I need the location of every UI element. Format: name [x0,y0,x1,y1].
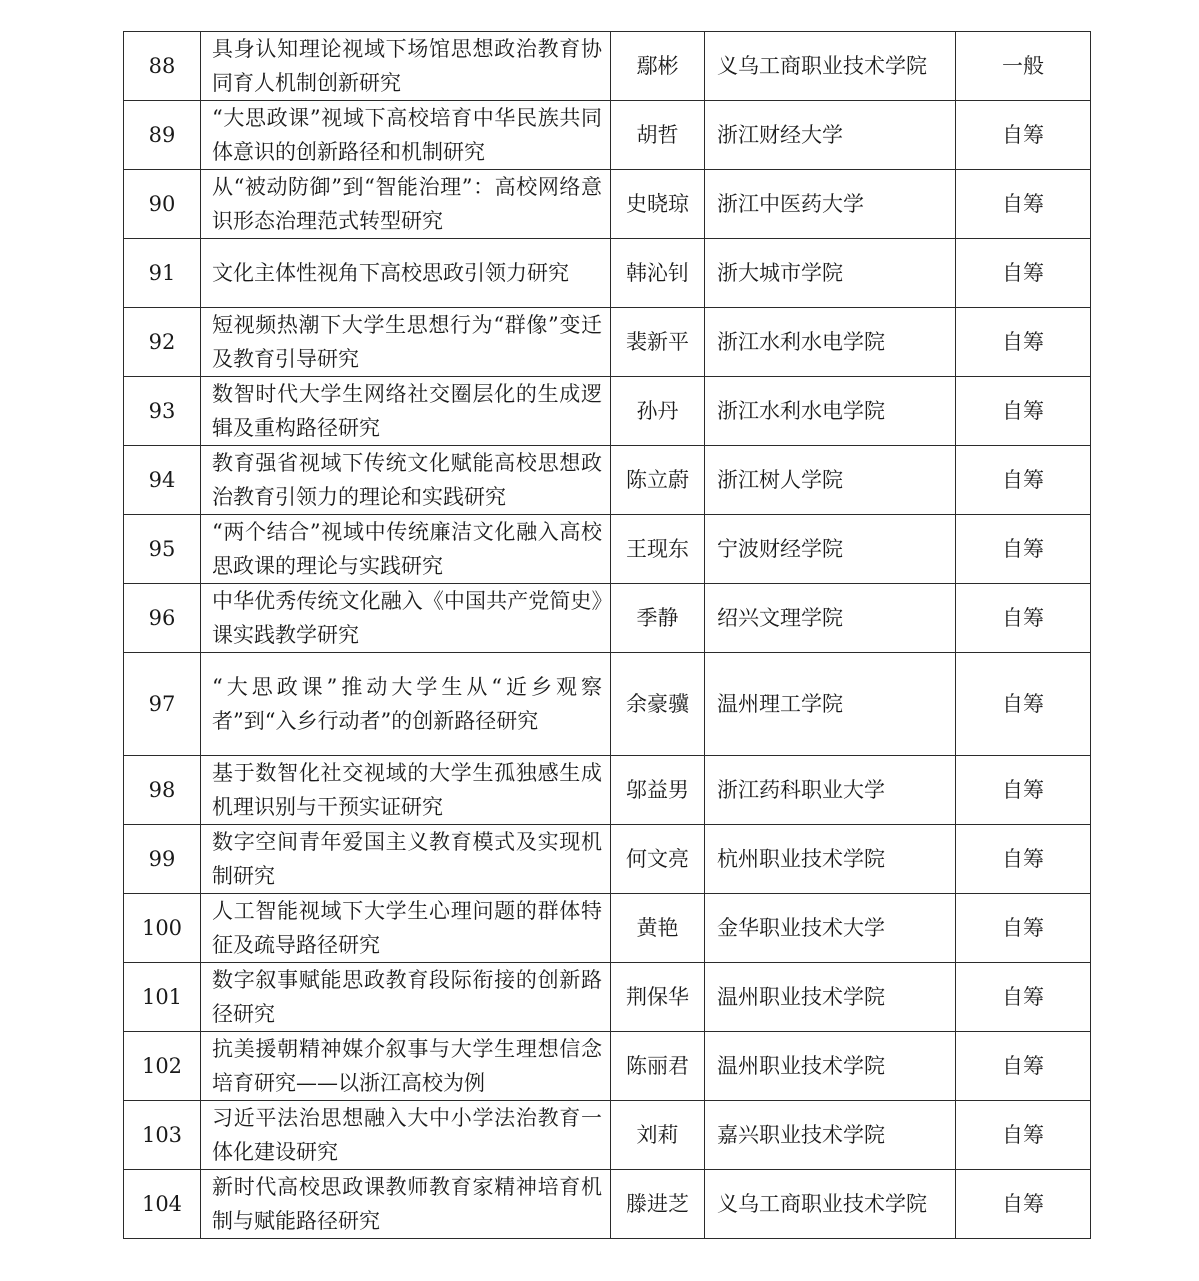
institution: 浙江水利水电学院 [705,377,956,446]
institution: 宁波财经学院 [705,515,956,584]
project-title: “两个结合”视域中传统廉洁文化融入高校思政课的理论与实践研究 [201,515,611,584]
row-number: 98 [124,756,201,825]
project-type: 自筹 [956,825,1091,894]
row-number: 95 [124,515,201,584]
project-type: 自筹 [956,653,1091,756]
project-title: 短视频热潮下大学生思想行为“群像”变迁及教育引导研究 [201,308,611,377]
institution: 杭州职业技术学院 [705,825,956,894]
row-number: 104 [124,1170,201,1239]
institution: 嘉兴职业技术学院 [705,1101,956,1170]
project-title: “大思政课”推动大学生从“近乡观察者”到“入乡行动者”的创新路径研究 [201,653,611,756]
table-row [124,825,1091,894]
principal-name: 余豪骥 [611,653,705,756]
project-type: 一般 [956,32,1091,101]
project-type: 自筹 [956,377,1091,446]
project-title: 数字叙事赋能思政教育段际衔接的创新路径研究 [201,963,611,1032]
table-row [124,32,1091,101]
table-row [124,756,1091,825]
row-number: 102 [124,1032,201,1101]
project-title: 新时代高校思政课教师教育家精神培育机制与赋能路径研究 [201,1170,611,1239]
project-type: 自筹 [956,170,1091,239]
project-title: 数字空间青年爱国主义教育模式及实现机制研究 [201,825,611,894]
project-table [123,31,1091,1239]
institution: 浙大城市学院 [705,239,956,308]
principal-name: 裴新平 [611,308,705,377]
institution: 浙江水利水电学院 [705,308,956,377]
principal-name: 何文亮 [611,825,705,894]
project-type: 自筹 [956,308,1091,377]
project-type: 自筹 [956,756,1091,825]
table-row [124,101,1091,170]
principal-name: 韩沁钊 [611,239,705,308]
project-title: 人工智能视域下大学生心理问题的群体特征及疏导路径研究 [201,894,611,963]
project-title: 基于数智化社交视域的大学生孤独感生成机理识别与干预实证研究 [201,756,611,825]
project-type: 自筹 [956,584,1091,653]
row-number: 99 [124,825,201,894]
principal-name: 季静 [611,584,705,653]
project-title: 习近平法治思想融入大中小学法治教育一体化建设研究 [201,1101,611,1170]
table-row [124,377,1091,446]
project-type: 自筹 [956,1032,1091,1101]
principal-name: 滕进芝 [611,1170,705,1239]
table-row [124,584,1091,653]
project-title: 中华优秀传统文化融入《中国共产党简史》课实践教学研究 [201,584,611,653]
project-type: 自筹 [956,894,1091,963]
row-number: 92 [124,308,201,377]
institution: 浙江树人学院 [705,446,956,515]
institution: 绍兴文理学院 [705,584,956,653]
project-title: 数智时代大学生网络社交圈层化的生成逻辑及重构路径研究 [201,377,611,446]
row-number: 94 [124,446,201,515]
institution: 义乌工商职业技术学院 [705,32,956,101]
principal-name: 胡哲 [611,101,705,170]
project-type: 自筹 [956,239,1091,308]
row-number: 100 [124,894,201,963]
principal-name: 刘莉 [611,1101,705,1170]
institution: 义乌工商职业技术学院 [705,1170,956,1239]
row-number: 96 [124,584,201,653]
table-row [124,653,1091,756]
project-title: 文化主体性视角下高校思政引领力研究 [201,239,611,308]
row-number: 103 [124,1101,201,1170]
institution: 浙江药科职业大学 [705,756,956,825]
table-row [124,963,1091,1032]
institution: 温州职业技术学院 [705,963,956,1032]
principal-name: 史晓琼 [611,170,705,239]
table-row [124,239,1091,308]
principal-name: 孙丹 [611,377,705,446]
row-number: 97 [124,653,201,756]
project-type: 自筹 [956,101,1091,170]
row-number: 88 [124,32,201,101]
principal-name: 鄢彬 [611,32,705,101]
project-title: “大思政课”视域下高校培育中华民族共同体意识的创新路径和机制研究 [201,101,611,170]
principal-name: 陈丽君 [611,1032,705,1101]
principal-name: 荆保华 [611,963,705,1032]
table-body [124,32,1091,1239]
project-type: 自筹 [956,446,1091,515]
row-number: 90 [124,170,201,239]
row-number: 93 [124,377,201,446]
principal-name: 黄艳 [611,894,705,963]
table-row [124,1032,1091,1101]
table-row [124,446,1091,515]
institution: 金华职业技术大学 [705,894,956,963]
institution: 浙江财经大学 [705,101,956,170]
table-row [124,170,1091,239]
institution: 温州理工学院 [705,653,956,756]
row-number: 89 [124,101,201,170]
table-row [124,308,1091,377]
project-title: 教育强省视域下传统文化赋能高校思想政治教育引领力的理论和实践研究 [201,446,611,515]
principal-name: 陈立蔚 [611,446,705,515]
project-type: 自筹 [956,1101,1091,1170]
institution: 浙江中医药大学 [705,170,956,239]
institution: 温州职业技术学院 [705,1032,956,1101]
project-type: 自筹 [956,1170,1091,1239]
table-row [124,1170,1091,1239]
table-row [124,1101,1091,1170]
table-row [124,894,1091,963]
project-title: 从“被动防御”到“智能治理”：高校网络意识形态治理范式转型研究 [201,170,611,239]
project-title: 抗美援朝精神媒介叙事与大学生理想信念培育研究——以浙江高校为例 [201,1032,611,1101]
row-number: 101 [124,963,201,1032]
row-number: 91 [124,239,201,308]
principal-name: 邬益男 [611,756,705,825]
project-type: 自筹 [956,515,1091,584]
project-type: 自筹 [956,963,1091,1032]
principal-name: 王现东 [611,515,705,584]
project-title: 具身认知理论视域下场馆思想政治教育协同育人机制创新研究 [201,32,611,101]
table-row [124,515,1091,584]
